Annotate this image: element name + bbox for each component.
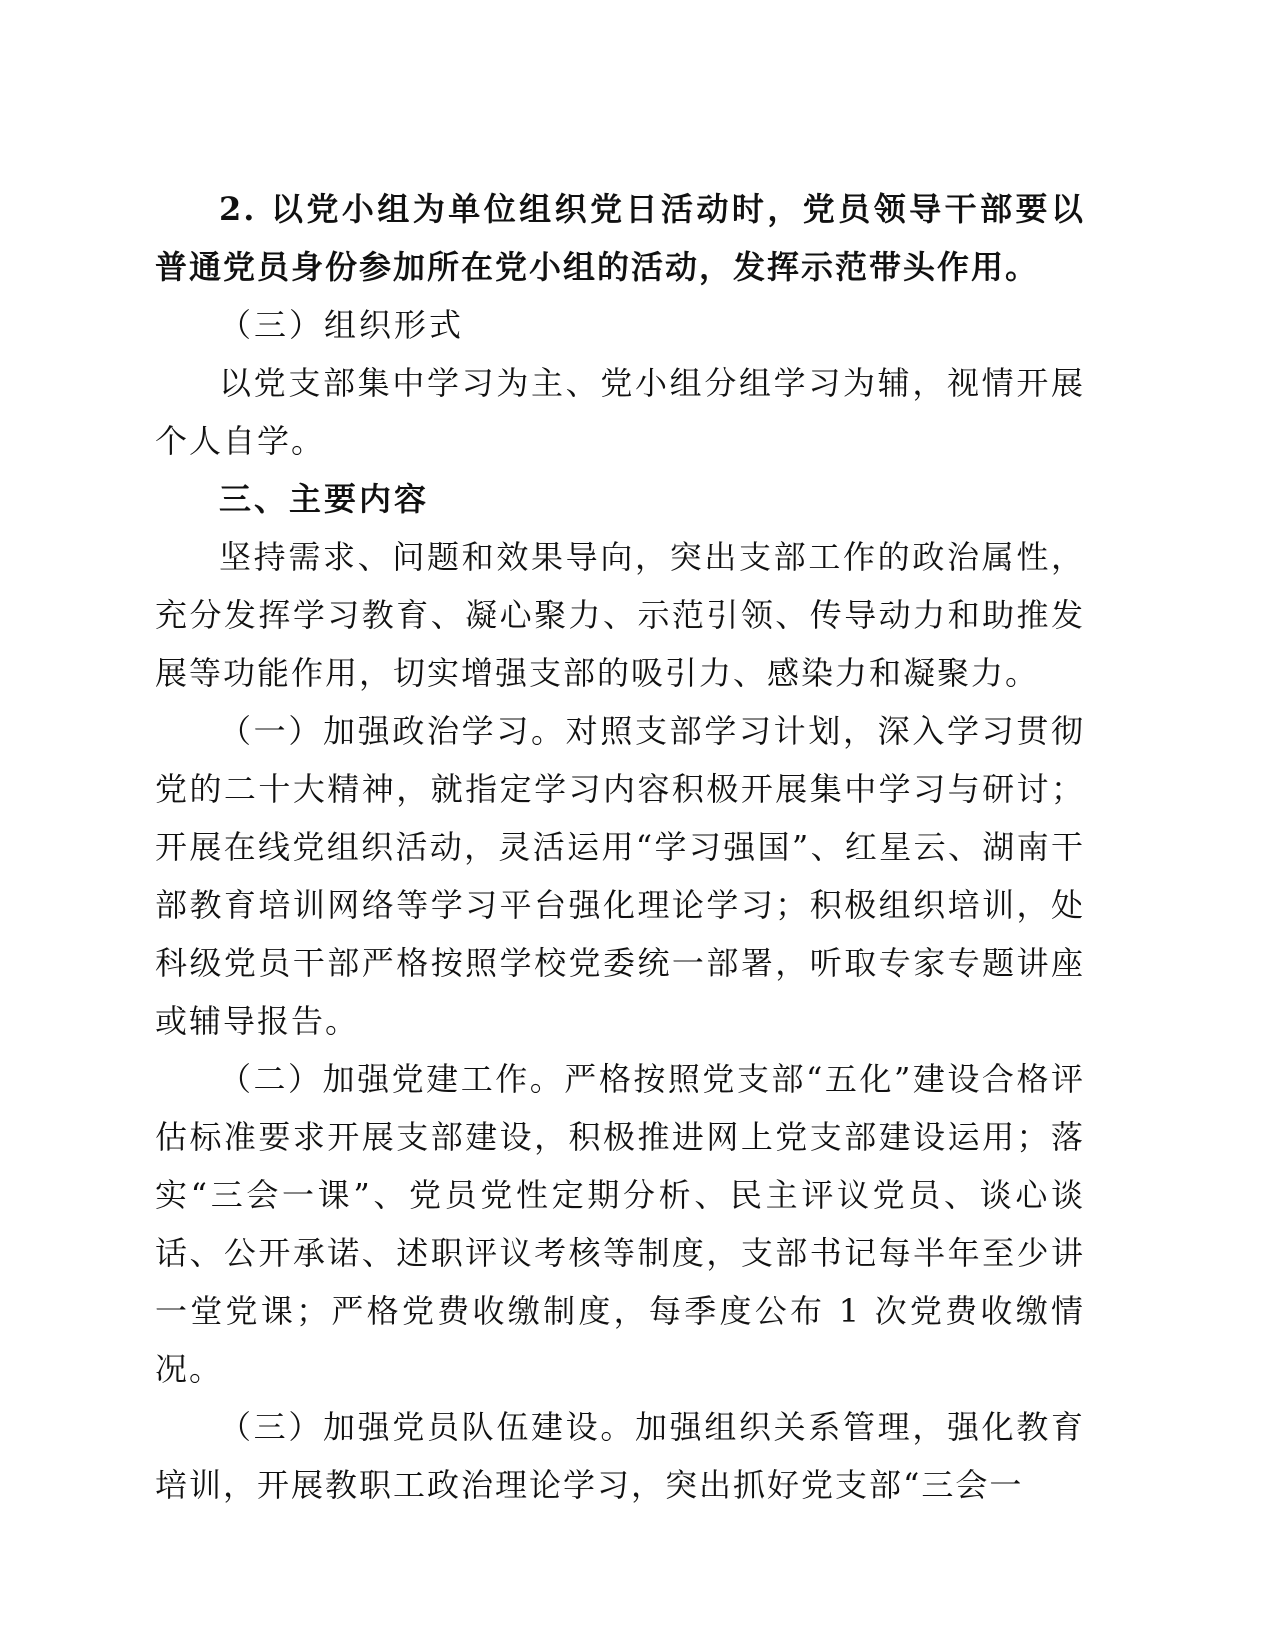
paragraph-political-study: （一）加强政治学习。对照支部学习计划，深入学习贯彻党的二十大精神，就指定学习内容积极开展集中学习与研讨；开展在线党组织活动，灵活运用“学习强国”、红星云、湖南干部教育培训网络等学习平台强化理论学习；积极组织培训，处科级党员干部严格按照学校党委统一部署，听取专家专题讲座或辅导报告。 <box>155 712 1085 1040</box>
paragraph-member-team-building: （三）加强党员队伍建设。加强组织关系管理，强化教育培训，开展教职工政治理论学习，突出抓好党支部“三会一 <box>155 1408 1085 1504</box>
paragraph-party-building: （二）加强党建工作。严格按照党支部“五化”建设合格评估标准要求开展支部建设，积极推进网上党支部建设运用；落实“三会一课”、党员党性定期分析、民主评议党员、谈心谈话、公开承诺、述职评议考核等制度，支部书记每半年至少讲一堂党课；严格党费收缴制度，每季度公布 1 次党费收缴情况。 <box>155 1060 1085 1388</box>
paragraph-item-2: 2. 以党小组为单位组织党日活动时，党员领导干部要以普通党员身份参加所在党小组的活动，发挥示范带头作用。 <box>155 190 1085 286</box>
document-body <box>155 180 1085 1514</box>
paragraph-organization-form: 以党支部集中学习为主、党小组分组学习为辅，视情开展个人自学。 <box>155 364 1085 460</box>
paragraph-main-content: 坚持需求、问题和效果导向，突出支部工作的政治属性，充分发挥学习教育、凝心聚力、示范引领、传导动力和助推发展等功能作用，切实增强支部的吸引力、感染力和凝聚力。 <box>155 538 1085 692</box>
heading-main-content: 三、主要内容 <box>219 480 430 518</box>
subheading-organization-form: （三）组织形式 <box>219 306 465 344</box>
